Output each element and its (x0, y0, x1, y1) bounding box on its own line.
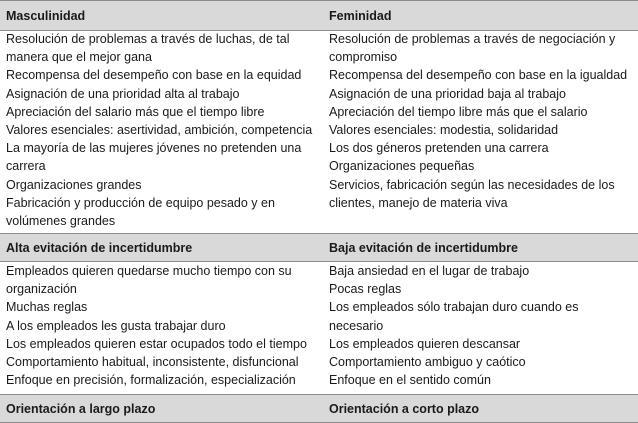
list-item: Los empleados quieren descansar (329, 336, 521, 351)
list-item: Valores esenciales: modestia, solidaridad (329, 123, 559, 138)
list-item: Los empleados sólo trabajan duro cuando es necesario (329, 300, 579, 333)
heading-masculinidad: Masculinidad (6, 9, 86, 23)
list-item: Recompensa del desempeño con base en la equidad (6, 68, 302, 83)
list-item: Fabricación y producción de equipo pesado y en volúmenes grandes (6, 195, 275, 229)
list-masculinidad (6, 30, 316, 230)
section-header-uncertainty (0, 233, 638, 262)
list-item: Muchas reglas (6, 300, 88, 315)
list-item: Empleados quieren quedarse mucho tiempo con su organización (6, 264, 292, 297)
list-item: Comportamiento ambiguo y caótico (329, 355, 526, 370)
list-item: Valores esenciales: asertividad, ambición, competencia (6, 123, 313, 138)
list-item: Resolución de problemas a través de negociación y compromiso (329, 32, 616, 65)
list-item: A los empleados les gusta trabajar duro (6, 318, 226, 333)
list-item: Servicios, fabricación según las necesidades de los clientes, manejo de materia viva (329, 177, 615, 210)
list-alta-evitacion (6, 262, 316, 389)
list-item: Apreciación del tiempo libre más que el salario (329, 104, 588, 119)
list-item: Organizaciones pequeñas (329, 159, 475, 174)
section-body-uncertainty (0, 262, 638, 392)
list-item: Los dos géneros pretenden una carrera (329, 141, 549, 156)
list-item: Recompensa del desempeño con base en la igualdad (329, 68, 628, 83)
list-item: Comportamiento habitual, inconsistente, disfuncional (6, 355, 299, 370)
section-header-masculinity (0, 0, 638, 31)
list-item: Enfoque en precisión, formalización, especialización (6, 373, 296, 388)
heading-largo-plazo: Orientación a largo plazo (6, 402, 156, 416)
section-body-masculinity (0, 30, 638, 232)
list-item: Enfoque en el sentido común (329, 373, 491, 388)
list-item: Asignación de una prioridad alta al trabajo (6, 86, 240, 101)
section-header-orientation (0, 394, 638, 423)
list-item: Baja ansiedad en el lugar de trabajo (329, 264, 530, 278)
list-item: Pocas reglas (329, 282, 402, 297)
heading-feminidad: Feminidad (329, 9, 392, 23)
list-item: Resolución de problemas a través de luchas, de tal manera que el mejor gana (6, 32, 290, 65)
list-feminidad (329, 30, 634, 212)
heading-baja-evitacion: Baja evitación de incertidumbre (329, 241, 518, 255)
list-item: Asignación de una prioridad baja al trabajo (329, 86, 566, 101)
list-baja-evitacion (329, 262, 634, 389)
heading-alta-evitacion: Alta evitación de incertidumbre (6, 241, 193, 255)
list-item: Los empleados quieren estar ocupados todo el tiempo (6, 336, 307, 351)
list-item: Organizaciones grandes (6, 177, 142, 192)
list-item: Apreciación del salario más que el tiempo libre (6, 104, 265, 119)
heading-corto-plazo: Orientación a corto plazo (329, 402, 480, 416)
list-item: La mayoría de las mujeres jóvenes no pretenden una carrera (6, 141, 302, 174)
